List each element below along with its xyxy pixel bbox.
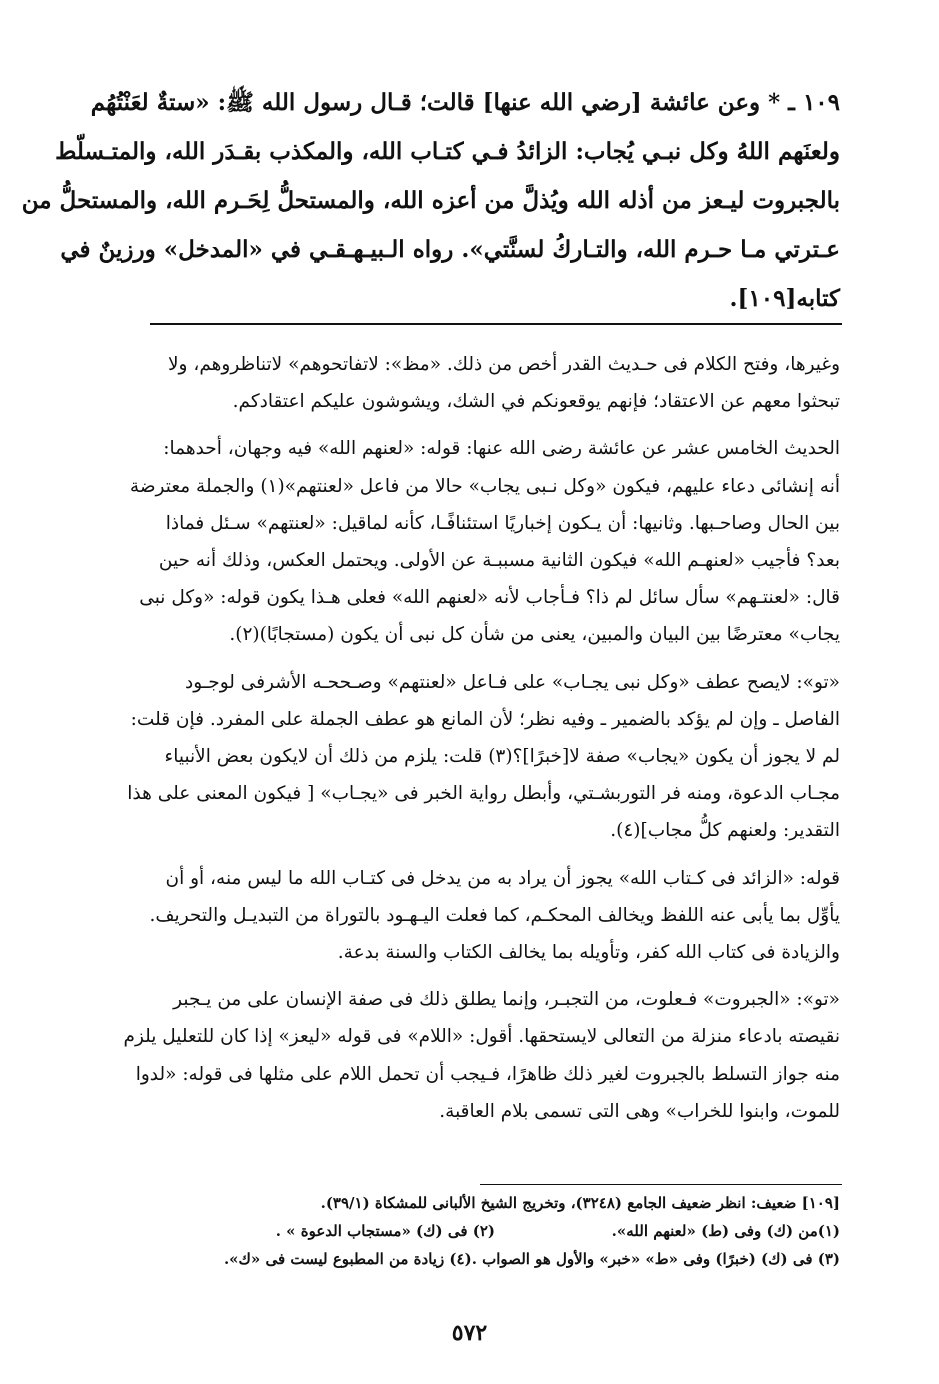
footnote-row <box>150 1245 840 1273</box>
commentary-paragraph <box>150 346 840 420</box>
commentary-line: بين الحال وصاحـبها. وثانيها: أن يـكون إخباريًا استئنافًـا، كأنه لماقيل: «لعنتهم» سـئل فماذا <box>165 512 840 534</box>
hadith-text <box>21 78 840 323</box>
footnote-1: (١)من (ك) وفى (ط) «لعنهم الله». <box>611 1222 840 1240</box>
commentary-paragraph <box>127 664 840 850</box>
footnote-3: (٣) فى (ك) (خبرًا) وفى «ط» «خبر» والأول هو الصواب . <box>471 1250 840 1268</box>
commentary-line: بعد؟ فأجيب «لعنهـم الله» فيكون الثانية مسببـة عن الأولى. ويحتمل العكس، وذلك أنه حين <box>158 550 840 572</box>
commentary-line: يجاب» معترضًا بين البيان والمبين، يعنى من شأن كل نبى أن يكون (مستجابًا)(٢). <box>229 624 840 646</box>
commentary-line: نقيصته بادعاء منزلة من التعالى لايستحقها. أقول: «اللام» فى قوله «ليعز» إذا كان للتعليل يلزم <box>123 1026 840 1048</box>
commentary-line: يأوِّل بما يأبى عنه اللفظ ويخالف المحكـم، كما فعلت اليـهـود بالتوراة من التبديـل والتحريف. <box>149 904 840 926</box>
commentary-line: الحديث الخامس عشر عن عائشة رضى الله عنها: قوله: «لعنهم الله» فيه وجهان، أحدهما: <box>163 438 840 460</box>
commentary-line: لم لا يجوز أن يكون «يجاب» صفة لا[خبرًا]؟(٣) قلت: يلزم من ذلك أن لايكون بعض الأنبياء <box>164 746 840 768</box>
footnote-row <box>150 1217 840 1245</box>
hadith-line: ولعنَهم اللهُ وكل نبـي يُجاب: الزائدُ فـي كتـاب الله، والمكذب بقـدَر الله، والمتـسلّط <box>55 138 840 165</box>
footnote-109: [١٠٩] ضعيف: انظر ضعيف الجامع (٣٢٤٨)، وتخريج الشيخ الألبانى للمشكاة (٣٩/١). <box>320 1194 840 1212</box>
commentary-paragraph <box>129 430 840 653</box>
commentary-line: التقدير: ولعنهم كلُّ مجاب](٤). <box>610 820 840 842</box>
footnote-4: (٤) زيادة من المطبوع ليست فى «ك». <box>223 1250 472 1268</box>
footnotes <box>150 1189 840 1273</box>
footnote-divider <box>480 1184 842 1185</box>
commentary <box>123 346 840 1140</box>
commentary-line: الفاصل ـ وإن لم يؤكد بالضمير ـ وفيه نظر؛ لأن المانع هو عطف الجملة على المفرد. فإن قلت: <box>130 708 840 730</box>
hadith-line: بالجبروت ليـعز من أذله الله ويُذلَّ من أعزه الله، والمستحلُّ لِحَـرم الله، والمستحلُّ من <box>21 187 840 214</box>
commentary-paragraph <box>123 981 840 1130</box>
commentary-line: «تو»: لايصح عطف «وكل نبى يجـاب» على فـاعل «لعنتهم» وصـححـه الأشرفى لوجـود <box>185 671 840 693</box>
hadith-line: ١٠٩ ـ * وعن عائشة [رضي الله عنها] قالت؛ قـال رسول الله ﷺ: «ستةٌ لعَنْتُهُم <box>90 89 840 116</box>
commentary-paragraph <box>150 860 840 972</box>
commentary-line: مجـاب الدعوة، ومنه فر التوربشـتي، وأبطل رواية الخبر فى «يجـاب» [ فيكون المعنى على هذا <box>127 783 840 805</box>
footnote-2: (٢) فى (ك) «مستجاب الدعوة » . <box>275 1222 495 1240</box>
section-divider <box>150 323 842 325</box>
page-number: ٥٧٢ <box>451 1320 488 1346</box>
commentary-line: للموت، وابنوا للخراب» وهى التى تسمى بلام العاقبة. <box>439 1100 840 1122</box>
commentary-line: «تو»: «الجبروت» فـعلوت، من التجبـر، وإنما يطلق ذلك فى صفة الإنسان على من يـجبر <box>173 989 840 1011</box>
commentary-line: منه جواز التسلط بالجبروت لغير ذلك ظاهرًا، فـيجب أن تحمل اللام على مثلها فى قوله: «لدوا <box>135 1063 840 1085</box>
commentary-line: قوله: «الزائد فى كـتاب الله» يجوز أن يراد به من يدخل فى كتـاب الله ما ليس منه، أو أن <box>165 867 840 889</box>
commentary-line: أنه إنشائى دعاء عليهم، فيكون «وكل نـبى يجاب» حالا من فاعل «لعنتهم»(١) والجملة معترضة <box>129 475 840 497</box>
commentary-line: والزيادة فى كتاب الله كفر، وتأويله بما يخالف الكتاب والسنة بدعة. <box>337 942 840 964</box>
footnote-main <box>150 1189 840 1217</box>
hadith-line: كتابه[١٠٩]. <box>729 285 840 312</box>
hadith-line: عـترتي مـا حـرم الله، والتـاركُ لسنَّتي». رواه الـبيـهـقـي في «المدخل» ورزينٌ في <box>60 236 840 263</box>
commentary-line: وغيرها، وفتح الكلام فى حـديث القدر أخص من ذلك. «مظ»: لاتفاتحوهم» لاتناظروهم، ولا <box>168 354 840 375</box>
commentary-line: تبحثوا معهم عن الاعتقاد؛ فإنهم يوقعونكم في الشك، ويشوشون عليكم اعتقادكم. <box>232 391 840 413</box>
commentary-line: قال: «لعنتـهم» سأل سائل لم ذا؟ فـأجاب لأنه «لعنهم الله» فعلى هـذا يكون قوله: «وكل نبى <box>139 587 840 609</box>
